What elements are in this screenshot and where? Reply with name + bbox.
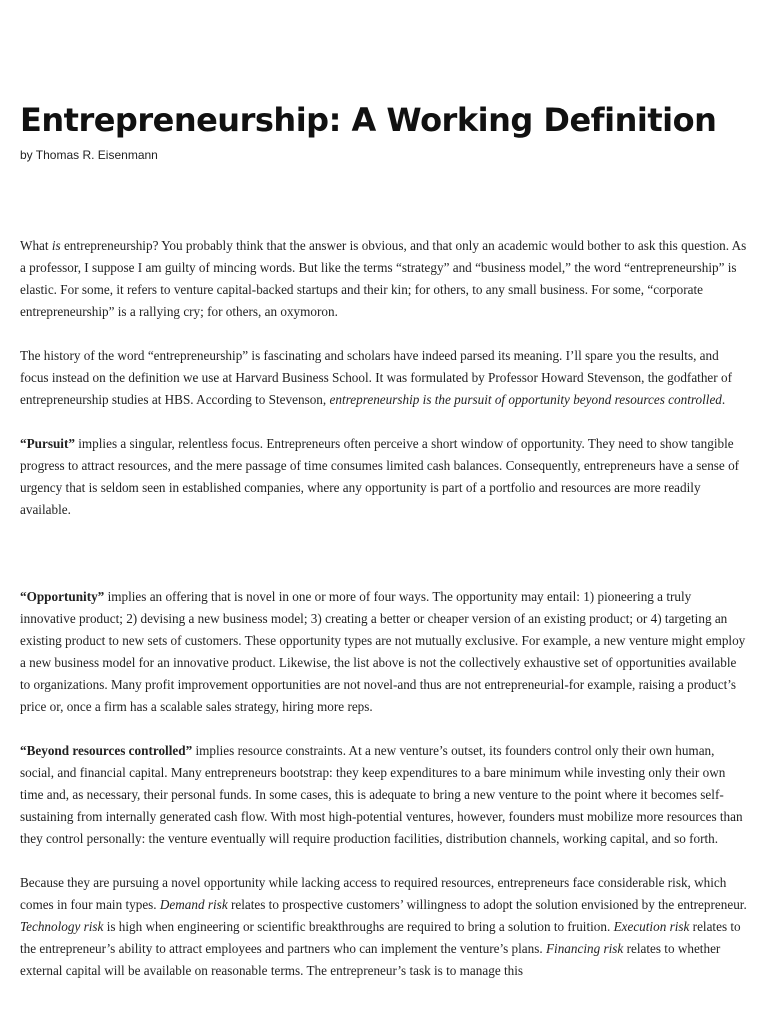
term-demand-risk: Demand risk (159, 897, 228, 912)
article-title: Entrepreneurship: A Working Definition (20, 101, 717, 139)
paragraph-pursuit (20, 433, 748, 521)
term-execution-risk: Execution risk (613, 919, 690, 934)
term-opportunity: “Opportunity” (20, 589, 105, 604)
paragraph-history (20, 345, 748, 411)
paragraph-risk (20, 872, 748, 982)
term-pursuit: “Pursuit” (20, 436, 75, 451)
article (20, 100, 748, 982)
paragraph-text: implies resource constraints. At a new venture’s outset, its founders control only their own human, social, and financial capital. Many entrepreneurs bootstrap: they keep expenditures to a bare minimum while investing only their own time and, as necessary, their personal funds. In some cases, this is adequate to bring a new venture to the point where it becomes self-sustaining from internally generated cash flow. With most high-potential ventures, however, founders must mobilize more resources than they control personally: the venture eventually will require production facilities, distribution channels, working capital, and so forth. (20, 743, 743, 846)
paragraph-text: entrepreneurship? You probably think that the answer is obvious, and that only an academic would bother to ask this question. As a professor, I suppose I am guilty of mincing words. But like the terms “strategy” and “business model,” the word “entrepreneurship” is elastic. For some, it refers to venture capital-backed startups and their kin; for others, to any small business. For some, “corporate entrepreneurship” is a rallying cry; for others, an oxymoron. (20, 238, 747, 319)
paragraph-text: relates to prospective customers’ willingness to adopt the solution envisioned by the entrepreneur. (227, 897, 747, 912)
paragraph-text: relates to the entrepreneur’s ability to attract employees and partners who can implement the venture’s plans. (20, 919, 741, 956)
paragraph-text: implies an offering that is novel in one or more of four ways. The opportunity may entail: 1) pioneering a truly innovative product; 2) devising a new business model; 3) creating a better or cheaper version of an existing product; or 4) targeting an existing product to new sets of customers. These opportunity types are not mutually exclusive. For example, a new venture might employ a new business model for an innovative product. Likewise, the list above is not the collectively exhaustive set of opportunities available to organizations. Many profit improvement opportunities are not novel-and thus are not entrepreneurial-for example, raising a product’s price or, once a firm has a scalable sales strategy, hiring more reps. (20, 589, 746, 714)
term-beyond-resources-controlled: “Beyond resources controlled” (20, 743, 193, 758)
paragraph-text: is high when engineering or scientific breakthroughs are required to bring a solution to fruition. (103, 919, 614, 934)
paragraph-opportunity (20, 586, 748, 718)
paragraph-text: The history of the word “entrepreneurship” is fascinating and scholars have indeed parsed its meaning. I’ll spare you the results, and focus instead on the definition we use at Harvard Business School. It was formulated by Professor Howard Stevenson, the godfather of entrepreneurship studies at HBS. According to Stevenson, (20, 348, 732, 407)
article-byline: by Thomas R. Eisenmann (20, 148, 158, 162)
article-body (20, 235, 748, 982)
emphasis-text: is (51, 238, 61, 253)
paragraph-text: What (20, 238, 52, 253)
term-technology-risk: Technology risk (20, 919, 104, 934)
paragraph-text: implies a singular, relentless focus. Entrepreneurs often perceive a short window of opportunity. They need to show tangible progress to attract resources, and the mere passage of time consumes limited cash balances. Consequently, entrepreneurs have a sense of urgency that is seldom seen in established companies, where any opportunity is part of a portfolio and resources are more readily available. (20, 436, 740, 517)
paragraph-beyond-resources (20, 740, 748, 850)
paragraph-text: Because they are pursuing a novel opportunity while lacking access to required resources, entrepreneurs face considerable risk, which comes in four main types. (20, 875, 727, 912)
term-financing-risk: Financing risk (545, 941, 624, 956)
paragraph-text: relates to whether external capital will be available on reasonable terms. The entrepreneur’s task is to manage this (20, 941, 721, 978)
paragraph-text: . (721, 392, 726, 407)
definition-emphasis: entrepreneurship is the pursuit of opportunity beyond resources controlled (329, 392, 722, 407)
paragraph-what-is-entrepreneurship (20, 235, 748, 323)
